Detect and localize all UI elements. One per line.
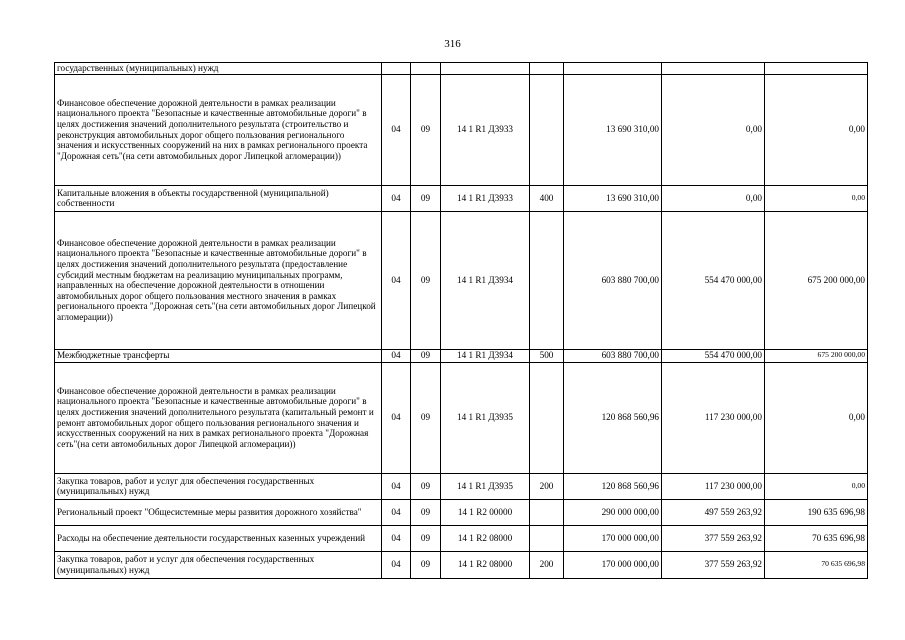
subsection-code: 09	[411, 74, 441, 185]
section-code: 04	[382, 499, 411, 525]
amount-year-1	[564, 63, 662, 75]
subsection-code: 09	[411, 473, 441, 499]
expense-type-code	[530, 74, 564, 185]
table-row	[55, 525, 868, 551]
amount-year-3: 0,00	[765, 185, 868, 211]
subsection-code: 09	[411, 349, 441, 362]
expense-type-code	[530, 63, 564, 75]
row-name: Финансовое обеспечение дорожной деятельности в рамках реализации национального проекта "Безопасные и качественные автомобильные дороги" в целях достижения значений дополнительного результата (строительство и реконструкция автомобильных дорог общего пользования регионального значения и искусственных сооружений на них в рамках регионального проекта "Дорожная сеть"(на сети автомобильных дорог Липецкой агломерации))	[55, 74, 382, 185]
row-name: Региональный проект "Общесистемные меры развития дорожного хозяйства"	[55, 499, 382, 525]
section-code: 04	[382, 185, 411, 211]
row-name: Финансовое обеспечение дорожной деятельности в рамках реализации национального проекта "Безопасные и качественные автомобильные дороги" в целях достижения значений дополнительного результата (капитальный ремонт и ремонт автомобильных дорог общего пользования регионального значения и искусственных сооружений на них в рамках регионального проекта "Дорожная сеть"(на сети автомобильных дорог Липецкой агломерации))	[55, 362, 382, 473]
subsection-code: 09	[411, 362, 441, 473]
section-code: 04	[382, 525, 411, 551]
amount-year-2: 0,00	[662, 185, 765, 211]
amount-year-2: 497 559 263,92	[662, 499, 765, 525]
amount-year-2: 377 559 263,92	[662, 525, 765, 551]
subsection-code: 09	[411, 185, 441, 211]
amount-year-2: 117 230 000,00	[662, 362, 765, 473]
table-row	[55, 349, 868, 362]
expense-type-code: 400	[530, 185, 564, 211]
target-article-code: 14 1 R2 00000	[441, 499, 530, 525]
budget-table	[54, 62, 868, 579]
amount-year-3: 70 635 696,98	[765, 525, 868, 551]
row-name: Межбюджетные трансферты	[55, 349, 382, 362]
target-article-code: 14 1 R1 Д3933	[441, 185, 530, 211]
row-name: Закупка товаров, работ и услуг для обеспечения государственных (муниципальных) нужд	[55, 473, 382, 499]
page-number: 316	[444, 38, 461, 50]
target-article-code: 14 1 R1 Д3934	[441, 211, 530, 349]
amount-year-1: 603 880 700,00	[564, 349, 662, 362]
row-name: Закупка товаров, работ и услуг для обеспечения государственных (муниципальных) нужд	[55, 551, 382, 578]
amount-year-1: 120 868 560,96	[564, 473, 662, 499]
target-article-code: 14 1 R1 Д3933	[441, 74, 530, 185]
table-row	[55, 211, 868, 349]
section-code: 04	[382, 473, 411, 499]
subsection-code: 09	[411, 551, 441, 578]
target-article-code: 14 1 R2 08000	[441, 551, 530, 578]
table-row	[55, 362, 868, 473]
row-name: государственных (муниципальных) нужд	[55, 63, 382, 75]
expense-type-code: 200	[530, 551, 564, 578]
row-name: Расходы на обеспечение деятельности государственных казенных учреждений	[55, 525, 382, 551]
expense-type-code	[530, 525, 564, 551]
amount-year-2: 377 559 263,92	[662, 551, 765, 578]
target-article-code: 14 1 R1 Д3935	[441, 362, 530, 473]
amount-year-3: 0,00	[765, 362, 868, 473]
table-row	[55, 551, 868, 578]
expense-type-code	[530, 211, 564, 349]
subsection-code: 09	[411, 211, 441, 349]
amount-year-3: 675 200 000,00	[765, 349, 868, 362]
table-row	[55, 185, 868, 211]
amount-year-2	[662, 63, 765, 75]
subsection-code: 09	[411, 525, 441, 551]
section-code: 04	[382, 349, 411, 362]
expense-type-code: 500	[530, 349, 564, 362]
amount-year-3	[765, 63, 868, 75]
amount-year-3: 675 200 000,00	[765, 211, 868, 349]
amount-year-1: 170 000 000,00	[564, 551, 662, 578]
amount-year-1: 13 690 310,00	[564, 185, 662, 211]
amount-year-3: 0,00	[765, 473, 868, 499]
section-code: 04	[382, 74, 411, 185]
amount-year-1: 170 000 000,00	[564, 525, 662, 551]
amount-year-2: 554 470 000,00	[662, 349, 765, 362]
amount-year-2: 117 230 000,00	[662, 473, 765, 499]
section-code: 04	[382, 362, 411, 473]
section-code: 04	[382, 211, 411, 349]
target-article-code: 14 1 R1 Д3935	[441, 473, 530, 499]
table-row	[55, 473, 868, 499]
amount-year-3: 70 635 696,98	[765, 551, 868, 578]
row-name: Финансовое обеспечение дорожной деятельности в рамках реализации национального проекта "Безопасные и качественные автомобильные дороги" в целях достижения значений дополнительного результата (предоставление субсидий местным бюджетам на реализацию муниципальных программ, направленных на обеспечение дорожной деятельности в отношении автомобильных дорог общего пользования местного значения в рамках регионального проекта "Дорожная сеть"(на сети автомобильных дорог Липецкой агломерации))	[55, 211, 382, 349]
target-article-code	[441, 63, 530, 75]
amount-year-3: 190 635 696,98	[765, 499, 868, 525]
amount-year-2: 554 470 000,00	[662, 211, 765, 349]
subsection-code: 09	[411, 499, 441, 525]
section-code: 04	[382, 551, 411, 578]
expense-type-code: 200	[530, 473, 564, 499]
target-article-code: 14 1 R2 08000	[441, 525, 530, 551]
amount-year-1: 13 690 310,00	[564, 74, 662, 185]
section-code	[382, 63, 411, 75]
amount-year-1: 290 000 000,00	[564, 499, 662, 525]
expense-type-code	[530, 499, 564, 525]
amount-year-2: 0,00	[662, 74, 765, 185]
subsection-code	[411, 63, 441, 75]
table-row	[55, 63, 868, 75]
row-name: Капитальные вложения в объекты государственной (муниципальной) собственности	[55, 185, 382, 211]
target-article-code: 14 1 R1 Д3934	[441, 349, 530, 362]
table-row	[55, 499, 868, 525]
amount-year-3: 0,00	[765, 74, 868, 185]
table-row	[55, 74, 868, 185]
amount-year-1: 603 880 700,00	[564, 211, 662, 349]
amount-year-1: 120 868 560,96	[564, 362, 662, 473]
expense-type-code	[530, 362, 564, 473]
